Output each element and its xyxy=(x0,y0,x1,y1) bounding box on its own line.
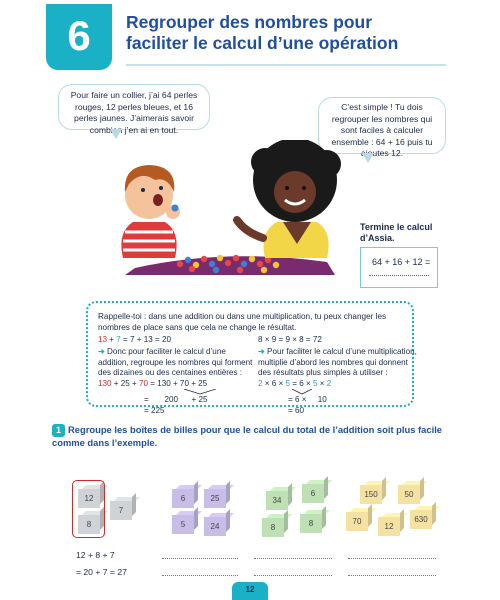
addition-step-mid: + 25 + xyxy=(111,379,139,389)
answer-line[interactable] xyxy=(254,558,332,559)
marble-box: 5 xyxy=(172,515,194,534)
addition-step-regrouped: = 130 + 70 + 25 xyxy=(147,379,208,389)
marble-box: 70 xyxy=(346,512,368,531)
marble-box: 6 xyxy=(302,484,324,503)
addition-step-term-a: 130 xyxy=(98,379,112,389)
multiplication-rule-text xyxy=(258,347,418,378)
exercise-number: 1 xyxy=(52,424,65,437)
mult-step-times: × xyxy=(317,379,327,389)
marble-box: 50 xyxy=(398,485,420,504)
exercise-instruction xyxy=(52,424,452,449)
answer-line[interactable] xyxy=(348,558,436,559)
header-divider xyxy=(126,64,446,66)
mult-step-factor-a: 2 xyxy=(258,379,263,389)
assia-answer-box xyxy=(360,247,438,288)
marble-box: 34 xyxy=(266,491,288,510)
mult-step-eq: = 6 × xyxy=(289,379,313,389)
mult-step-mid: × 6 × xyxy=(262,379,286,389)
marble-box: 12 xyxy=(378,517,400,536)
marble-box: 25 xyxy=(204,489,226,508)
marble-box: 150 xyxy=(360,485,382,504)
multiplication-step-2: = 6 × 10 xyxy=(288,395,327,405)
assia-prompt: Termine le calcul d’Assia. xyxy=(360,222,433,243)
assia-answer-line[interactable] xyxy=(369,275,429,276)
lesson-number-tab: 6 xyxy=(46,4,112,70)
addition-step-2: = 200 + 25 xyxy=(144,395,208,405)
multiplication-rule xyxy=(258,335,418,416)
marble-box: 630 xyxy=(410,510,432,529)
addition-step-term-b: 70 xyxy=(138,379,148,389)
mult-step-factor-b: 5 xyxy=(285,379,290,389)
page-title xyxy=(126,12,446,54)
reminder-intro: Rappelle-toi : dans une addition ou dans une multiplication, tu peux changer les nombres de place sans que cela ne change le résultat. xyxy=(98,312,387,332)
addition-rule xyxy=(98,335,258,416)
example-calculation-line-1: 12 + 8 + 7 xyxy=(76,550,115,560)
marble-box: 24 xyxy=(204,517,226,536)
title-line-1: Regrouper des nombres pour xyxy=(126,12,373,32)
addition-example-result: = 7 + 13 = 20 xyxy=(120,335,171,344)
reminder-box xyxy=(86,301,417,415)
multiplication-step-3: = 60 xyxy=(288,405,304,415)
addition-example xyxy=(98,335,258,345)
arrow-icon: ➜ xyxy=(258,347,265,357)
marble-box: 7 xyxy=(110,501,132,520)
addition-example-operator: + xyxy=(107,335,117,344)
marble-box: 12 xyxy=(78,489,100,508)
regroup-highlight xyxy=(72,480,105,538)
marble-box: 8 xyxy=(300,514,322,533)
addition-step-3: = 225 xyxy=(144,405,165,415)
multiplication-rule-sentence: Pour faciliter le calcul d’une multiplication, multiplie d’abord les nombres qui donnent des résultats plus simples à utiliser : xyxy=(258,347,417,377)
addition-step-1 xyxy=(98,379,258,389)
title-line-2: faciliter le calcul d’une opération xyxy=(126,33,399,53)
children-beads-illustration xyxy=(95,140,357,275)
exercise-instruction-text: Regroupe les boîtes de billes pour que le calcul du total de l’addition soit plus facile comme dans l’exemple. xyxy=(52,424,443,448)
marble-box: 6 xyxy=(172,489,194,508)
addition-rule-text xyxy=(98,347,258,378)
answer-line[interactable] xyxy=(348,575,436,576)
speech-bubble-tail xyxy=(110,129,122,139)
arrow-icon: ➜ xyxy=(98,347,105,357)
addition-rule-sentence: Donc pour faciliter le calcul d’une addition, regroupe les nombres qui forment des dizaines ou des centaines entières : xyxy=(98,347,253,377)
multiplication-example: 8 × 9 = 9 × 8 = 72 xyxy=(258,335,322,344)
example-calculation-line-2: = 20 + 7 = 27 xyxy=(76,567,127,577)
speech-bubble-tail xyxy=(362,153,374,163)
multiplication-step-1 xyxy=(258,379,418,389)
marble-box: 8 xyxy=(262,518,284,537)
mult-step-factor-c: 5 xyxy=(312,379,318,389)
answer-line[interactable] xyxy=(162,558,238,559)
page-number: 12 xyxy=(232,582,268,600)
speech-bubble-boy: Pour faire un collier, j’ai 64 perles rouges, 12 perles bleues, et 16 perles jaunes. J’aimerais savoir combien j’en ai en tout. xyxy=(58,84,210,130)
marble-box: 8 xyxy=(78,515,100,534)
assia-expression: 64 + 16 + 12 = xyxy=(372,257,431,267)
answer-line[interactable] xyxy=(162,575,238,576)
speech-bubble-girl: C’est simple ! Tu dois regrouper les nombres qui sont faciles à calculer ensemble : 64 + 16 puis tu ajoutes 12. xyxy=(318,97,446,154)
addition-example-term-a: 13 xyxy=(98,335,108,344)
mult-step-factor-d: 2 xyxy=(326,379,332,389)
answer-line[interactable] xyxy=(254,575,332,576)
addition-example-term-b: 7 xyxy=(116,335,121,344)
